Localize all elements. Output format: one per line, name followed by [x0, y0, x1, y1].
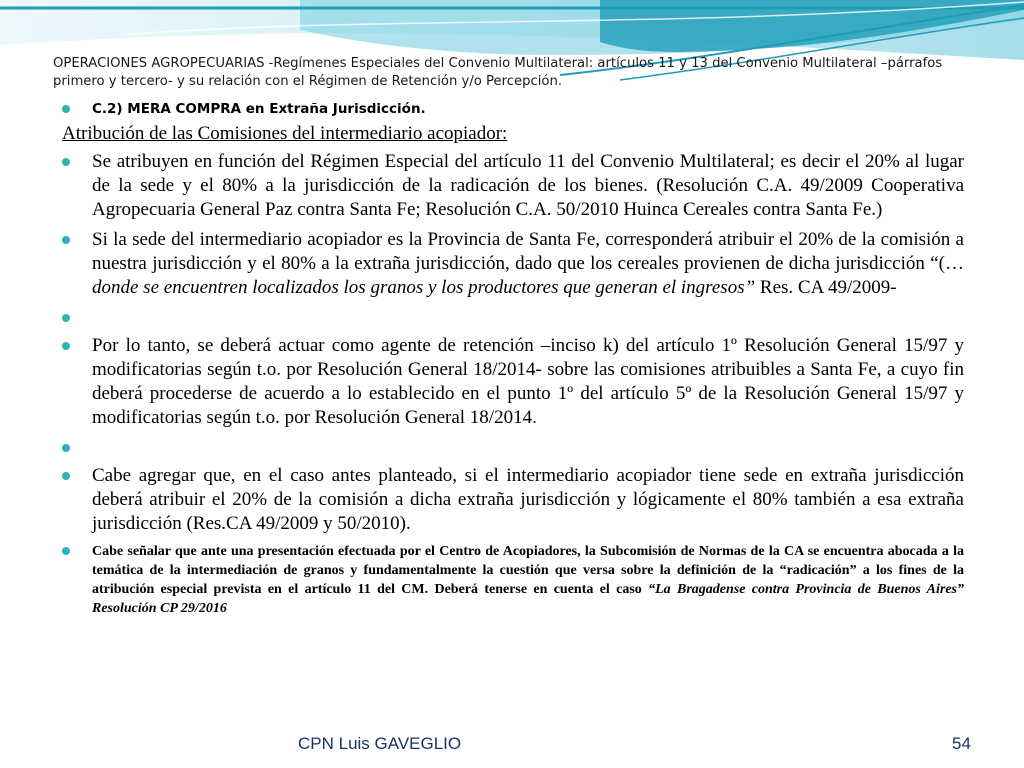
bullet-icon	[62, 472, 70, 480]
bullet-icon	[62, 105, 70, 113]
subtitle-item	[62, 100, 964, 118]
section-heading: Atribución de las Comisiones del intermediario acopiador:	[62, 123, 508, 144]
footer-author: CPN Luis GAVEGLIO	[298, 734, 462, 753]
bullet-text-1: Se atribuyen en función del Régimen Especial del artículo 11 del Convenio Multilateral; es decir el 20% al lugar de la sede y el 80% a la jurisdicción de la radicación de los bienes. (Resolución C.A. 49/2009 Cooperativa Agropecuaria General Paz contra Santa Fe; Resolución C.A. 50/2010 Huinca Cereales contra Santa Fe.)	[92, 151, 964, 220]
bullet-text-5-main: Cabe señalar que ante una presentación efectuada por el Centro de Acopiadores, la Subcomisión de Normas de la CA se encuentra abocada a la temática de la intermediación de granos y fundamentalmente la cuestión que versa sobre la definición de la “radicación” a los fines de la atribución especial prevista en el artículo 11 del CM. Deberá tenerse en cuenta el caso	[92, 544, 964, 597]
bullet-icon	[62, 444, 70, 452]
bullet-item-1	[62, 150, 964, 222]
subtitle: C.2) MERA COMPRA en Extraña Jurisdicción.	[92, 101, 426, 117]
bullet-item-2	[62, 228, 964, 300]
bullet-icon	[62, 158, 70, 166]
bullet-item-5	[62, 542, 964, 618]
bullet-text-5	[92, 542, 964, 618]
bullet-text-2-quote: donde se encuentren localizados los granos y los productores que generan el ingresos”	[92, 277, 756, 298]
bullet-text-5-case: “La Bragadense contra Provincia de Buenos Aires” Resolución CP 29/2016	[92, 582, 965, 616]
bullet-item-4	[62, 464, 964, 536]
bullet-icon	[62, 236, 70, 244]
bullet-icon	[62, 314, 70, 322]
bullet-text-2	[92, 228, 964, 300]
bullet-icon	[62, 547, 70, 555]
bullet-icon	[62, 342, 70, 350]
bullet-text-3: Por lo tanto, se deberá actuar como agente de retención –inciso k) del artículo 1º Resolución General 15/97 y modificatorias según t.o. por Resolución General 18/2014- sobre las comisiones atribuibles a Santa Fe, a cuyo fin deberá procederse de acuerdo a lo establecido en el punto 1º del artículo 5º de la Resolución General 15/97 y modificatorias según t.o. por Resolución General 18/2014.	[92, 335, 964, 428]
bullet-text-2-main: Si la sede del intermediario acopiador es la Provincia de Santa Fe, corresponderá atribuir el 20% de la comisión a nuestra jurisdicción y el 80% a la extraña jurisdicción, dado que los cereales provienen de dicha jurisdicción “(…	[92, 229, 964, 274]
page-number: 54	[952, 734, 971, 753]
bullet-text-2-tail: Res. CA 49/2009-	[755, 277, 897, 298]
empty-bullet-item	[62, 306, 964, 329]
empty-bullet-item	[62, 436, 964, 459]
slide-content	[62, 100, 964, 618]
bullet-item-3	[62, 334, 964, 430]
bullet-text-4: Cabe agregar que, en el caso antes planteado, si el intermediario acopiador tiene sede en extraña jurisdicción deberá atribuir el 20% de la comisión a dicha extraña jurisdicción y lógicamente el 80% también a esa extraña jurisdicción (Res.CA 49/2009 y 50/2010).	[92, 465, 964, 534]
slide-title: OPERACIONES AGROPECUARIAS -Regímenes Especiales del Convenio Multilateral: artículos 11 y 13 del Convenio Multilateral –párrafos primero y tercero- y su relación con el Régimen de Retención y/o Percepción.	[53, 56, 943, 89]
